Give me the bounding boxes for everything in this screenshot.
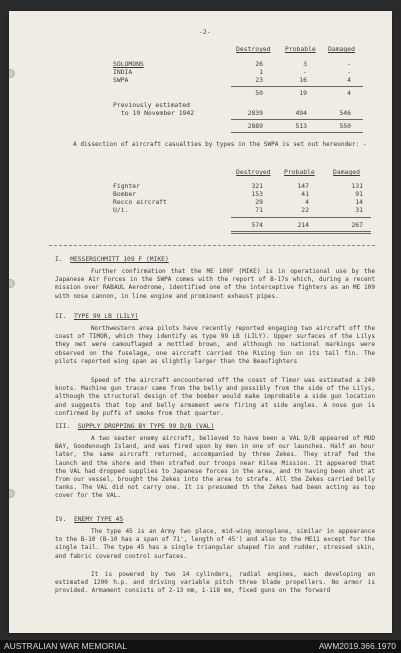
row-label-fighter: Fighter [113,182,140,190]
column-header-destroyed: Destroyed [236,45,271,53]
previous-cell: 494 [295,109,307,117]
table-cell: 23 [255,76,263,84]
previous-estimate-label: Previously estimated [113,101,190,109]
column-header-probable: Probable [285,45,316,53]
punch-hole [9,69,15,78]
table-rule [231,119,363,120]
previous-estimate-date: to 19 November 1942 [121,109,195,117]
section-paragraph: Northwestern area pilots have recently reported engaging two aircraft off the coast of TIMOR, which they identify as type 99 LB (LILY). Upper surfaces of the Lilys they met were camouflaged a mottled brown, and although no national markings were observed on the fuselage, one aircraft carried the Rising Sun on its tail fin. The pilots reported wing span as slightly larger than the Beaufighters [55,325,375,365]
table-rule [231,233,371,234]
section-title: TYPE 99 LB (LILY) [73,313,139,320]
table-rule [231,231,371,232]
section-heading-i [55,256,169,263]
section-heading-ii [55,313,138,320]
archive-name: AUSTRALIAN WAR MEMORIAL [4,641,127,651]
table-cell: 16 [299,76,307,84]
total-cell: 513 [295,122,307,130]
punch-hole [9,489,15,498]
archive-reference: AWM2019.366.1970 [318,641,396,651]
previous-cell: 546 [339,109,351,117]
section-number: IV. [55,516,67,523]
intro-paragraph: A dissection of aircraft casualties by types in the SWPA is set out hereunder: - [73,141,367,148]
row-label-unidentified: U/i. [113,206,129,214]
row-label-bomber: Bomber [113,190,137,198]
previous-cell: 2839 [247,109,263,117]
section-paragraph: A two seater enemy aircraft, believed to have been a VAL D/B appeared of MUD BAY, Goodenough Island, and was fired upon by men in one of our launches. Half an hour later, the same aircraft returned, accompanied by three Zekes. They straf fed the launch and the shore and then strafed our troops near Kilea Mission. It appeared that the VAL had dropped supplies to Japanese forces in the area, and th having been shot at from our vessel, brought the Zekes into the area to strafe. All the Zekes carried belly tanks. The VAL did not carry one. It is presumed th the Zekes had been acting as top cover for the VAL. [55,435,375,500]
row-label-recco: Recco aircraft [113,198,167,206]
table-cell: 29 [255,198,263,206]
table-cell: 71 [255,206,263,214]
total-cell: 2889 [247,122,263,130]
table-cell: 3 [303,60,307,68]
total-cell: 214 [297,221,309,229]
section-heading-iii [55,423,214,430]
page-number: -2- [199,28,211,36]
table-rule [231,86,363,87]
archive-footer [0,640,401,653]
table-cell: - [347,60,351,68]
column-header-probable: Probable [284,168,315,176]
total-cell: 267 [351,221,363,229]
section-paragraph: Further confirmation that the ME 109F (MIKE) is in operational use by the Japanese Air Forces in the SWPA comes with the report of B-17s which, during a recent mission over RABAUL Aerodrome, identified one of the interceptive fighters as an ME 109 with nose cannon, in line engine and prominent exhaust pipes. [55,268,375,300]
section-paragraph: It is powered by two 14 cylinders, radial engines, each developing an estimated 1200 h.p. and driving variable pitch three blade propellers. No armor is provided. Armament consists of 2-13 mm, 1-118 mm, fixed guns on the forward [55,571,375,595]
column-header-damaged: Damaged [328,45,355,53]
column-header-destroyed: Destroyed [236,168,271,176]
total-cell: 574 [251,221,263,229]
section-divider [49,245,375,246]
table-cell: 22 [301,206,309,214]
row-label-india: INDIA [113,68,133,76]
table-cell: 4 [347,76,351,84]
table-cell: 4 [305,198,309,206]
section-heading-iv [55,516,123,523]
section-number: I. [55,256,63,263]
table-cell: 147 [297,182,309,190]
row-label-swpa: SWPA [113,76,129,84]
punch-hole [9,279,15,288]
column-header-damaged: Damaged [333,168,360,176]
document-page [9,11,392,633]
subtotal-cell: 19 [299,89,307,97]
section-paragraph: Speed of the aircraft encountered off the coast of Timor was estimated a 240 knots. Machine gun tracer came from the belly and possibly from the side of the Lilys, although the structural design of the bomber would make improbable a side gun location and suggests that top and belly armament were firing at side angles. A nose gun is confirmed by puffs of smoke from that quarter. [55,377,375,417]
section-title: ENEMY TYPE 45 [73,516,124,523]
total-cell: 550 [339,122,351,130]
section-number: III. [55,423,71,430]
section-paragraph: The type 45 is an Army two place, mid-wing monoplane, similar in appearance to the B-10 (B-10 has a span of 71', length of 45') and also to the ME11 except for the single tail. The type 45 has a single triangular shaped fin and rudder, stressed skin, and fabric covered control surfaces. [55,528,375,560]
table-cell: 1 [259,68,263,76]
row-label-solomons: SOLOMONS [113,60,144,68]
table-cell: 321 [251,182,263,190]
table-cell: 41 [301,190,309,198]
section-title: MESSERSCHMITT 109 F (MIKE) [70,256,169,263]
table-cell: 131 [351,182,363,190]
subtotal-cell: 50 [255,89,263,97]
table-cell: - [347,68,351,76]
table-cell: 26 [255,60,263,68]
table-cell: 91 [355,190,363,198]
table-cell: - [303,68,307,76]
section-number: II. [55,313,67,320]
table-cell: 14 [355,198,363,206]
table-rule [231,132,363,133]
table-rule [231,217,371,218]
table-cell: 31 [355,206,363,214]
subtotal-cell: 4 [347,89,351,97]
table-cell: 153 [251,190,263,198]
section-title: SUPPLY DROPPING BY TYPE 99 D/B (VAL) [77,423,215,430]
